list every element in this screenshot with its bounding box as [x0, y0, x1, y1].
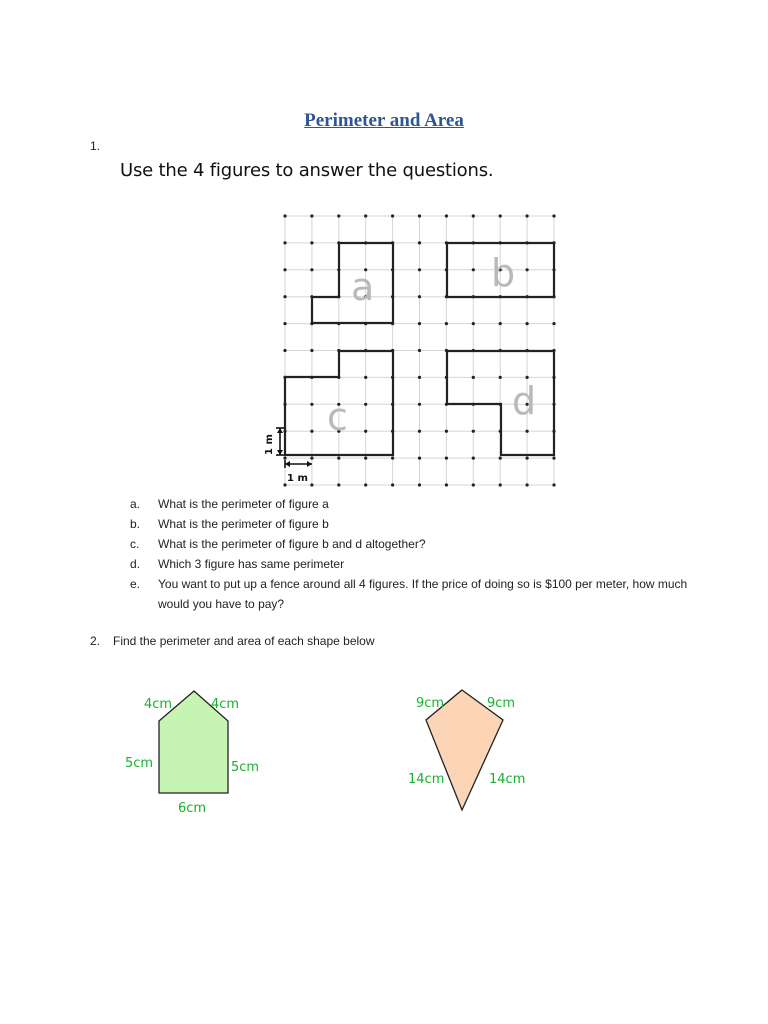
grid-dot — [391, 483, 394, 486]
kite-top-left-label: 9cm — [416, 696, 445, 711]
grid-dot — [364, 430, 367, 433]
grid-dot — [310, 457, 313, 460]
grid-dot — [499, 322, 502, 325]
grid-dot — [499, 214, 502, 217]
page-title: Perimeter and Area — [304, 110, 464, 131]
question-1-list — [130, 494, 690, 614]
grid-dot — [283, 295, 286, 298]
grid-dot — [418, 214, 421, 217]
grid-dot — [552, 322, 555, 325]
grid-dot — [283, 322, 286, 325]
grid-dot — [552, 483, 555, 486]
question-2 — [90, 634, 375, 648]
grid-dot — [337, 214, 340, 217]
figure-grid — [250, 205, 570, 490]
grid-dot — [552, 457, 555, 460]
grid-dot — [364, 376, 367, 379]
grid-dot — [526, 430, 529, 433]
kite-shape — [400, 680, 540, 820]
grid-dot — [310, 214, 313, 217]
grid-dot — [445, 483, 448, 486]
kite-top-right-label: 9cm — [487, 696, 516, 711]
figure-c-label: c — [327, 395, 348, 439]
grid-dot — [445, 430, 448, 433]
kite-bottom-right-label: 14cm — [489, 772, 526, 787]
pentagon-right-label: 5cm — [231, 760, 260, 775]
grid-dot — [472, 483, 475, 486]
grid-dot — [310, 349, 313, 352]
pentagon-left-label: 5cm — [125, 756, 154, 771]
grid-dot — [418, 430, 421, 433]
grid-dot — [310, 430, 313, 433]
grid-dot — [552, 214, 555, 217]
grid-dot — [526, 268, 529, 271]
list-item: e. You want to put up a fence around all 4 figures. If the price of doing so is $100 per meter, how much would you have to pay? — [130, 577, 688, 611]
grid-dot — [472, 457, 475, 460]
grid-dot — [337, 483, 340, 486]
grid-dot — [445, 322, 448, 325]
grid-dot — [364, 483, 367, 486]
grid-dot — [391, 457, 394, 460]
grid-dot — [391, 214, 394, 217]
scale-vertical-label: 1 m — [264, 434, 275, 455]
question-1-number: 1. — [90, 139, 101, 153]
question-2-text: Find the perimeter and area of each shape below — [113, 634, 375, 648]
grid-dot — [499, 376, 502, 379]
grid-dot — [526, 483, 529, 486]
pentagon-top-right-label: 4cm — [211, 697, 240, 712]
grid-dot — [364, 457, 367, 460]
grid-dot — [310, 403, 313, 406]
question-1-instruction: Use the 4 figures to answer the questions. — [120, 160, 494, 181]
grid-dot — [445, 457, 448, 460]
list-item: a. What is the perimeter of figure a — [130, 497, 329, 511]
grid-dot — [526, 322, 529, 325]
grid-dot — [499, 483, 502, 486]
grid-dot — [418, 268, 421, 271]
grid-dot — [337, 457, 340, 460]
grid-dot — [418, 322, 421, 325]
grid-dot — [418, 483, 421, 486]
figure-d-label: d — [512, 379, 537, 423]
grid-dot — [418, 376, 421, 379]
grid-dot — [283, 214, 286, 217]
grid-dot — [310, 241, 313, 244]
question-2-number: 2. — [90, 634, 101, 648]
grid-dot — [310, 483, 313, 486]
grid-dot — [283, 457, 286, 460]
grid-dot — [418, 349, 421, 352]
grid-dot — [364, 214, 367, 217]
grid-dot — [283, 268, 286, 271]
grid-dot — [283, 349, 286, 352]
grid-dot — [472, 430, 475, 433]
grid-dot — [445, 214, 448, 217]
grid-dot — [472, 214, 475, 217]
figure-b-label: b — [491, 251, 516, 295]
pentagon-shape — [110, 680, 280, 820]
grid-dot — [283, 241, 286, 244]
grid-dot — [310, 268, 313, 271]
list-item: c. What is the perimeter of figure b and d altogether? — [130, 537, 426, 551]
grid-dot — [418, 295, 421, 298]
grid-dot — [418, 241, 421, 244]
grid-dot — [418, 457, 421, 460]
kite-bottom-left-label: 14cm — [408, 772, 445, 787]
grid-dot — [472, 376, 475, 379]
pentagon-top-left-label: 4cm — [144, 697, 173, 712]
scale-horizontal-label: 1 m — [287, 473, 308, 484]
grid-dot — [418, 403, 421, 406]
figure-a-label: a — [351, 265, 375, 309]
grid-dot — [364, 403, 367, 406]
list-item: b. What is the perimeter of figure b — [130, 517, 329, 531]
grid-dot — [499, 457, 502, 460]
pentagon-bottom-label: 6cm — [178, 801, 207, 816]
grid-dot — [526, 214, 529, 217]
grid-dot — [526, 457, 529, 460]
grid-dot — [472, 268, 475, 271]
grid-dot — [472, 322, 475, 325]
list-item: d. Which 3 figure has same perimeter — [130, 557, 345, 571]
